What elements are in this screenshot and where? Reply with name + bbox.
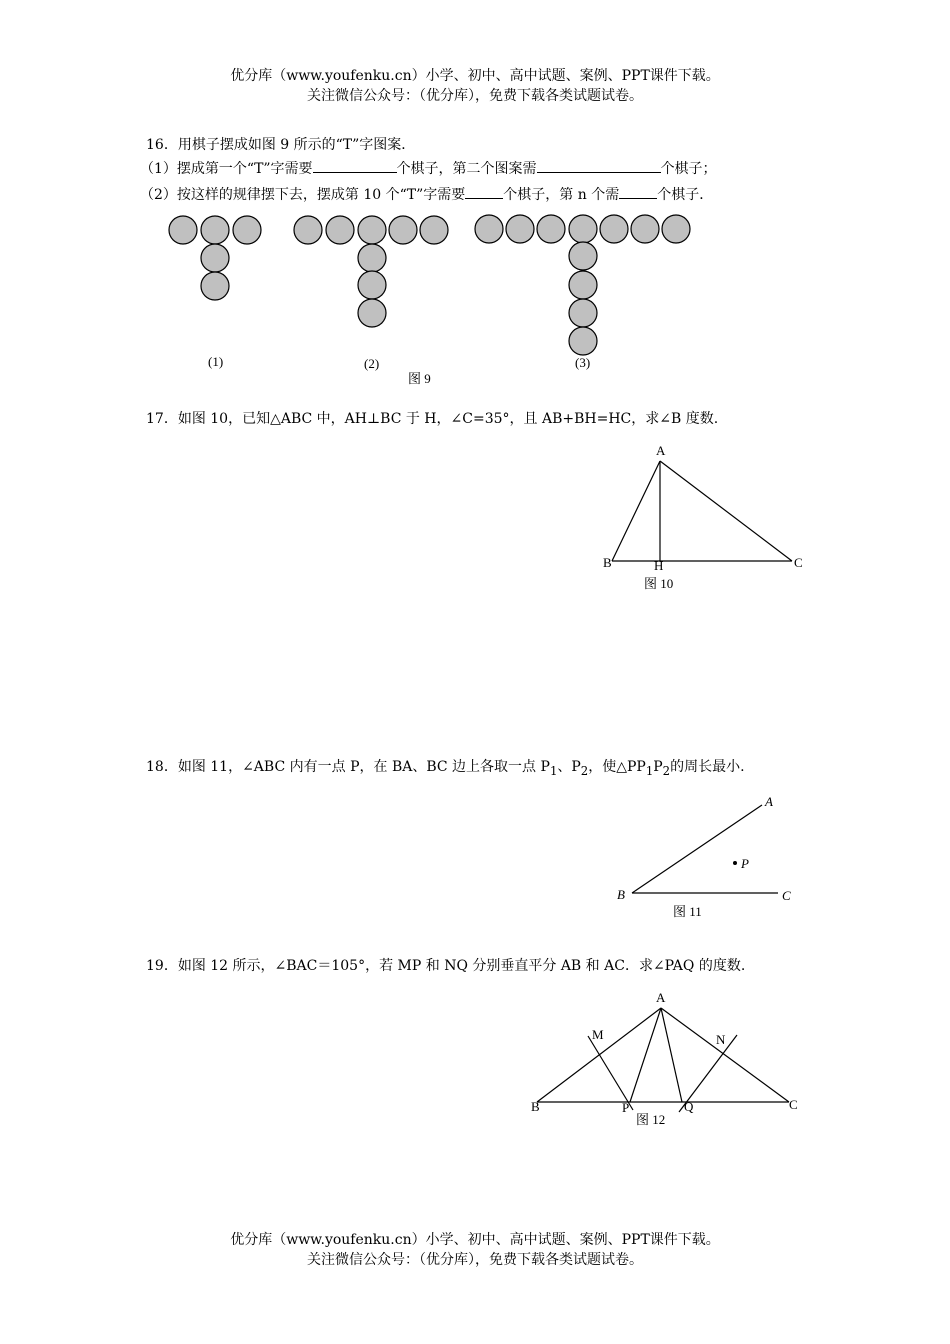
q16-part2-text-b: 个棋子，第 n 个需 — [503, 187, 620, 203]
q18-sub-4: 2 — [662, 763, 671, 778]
fig9-label-3: (3) — [575, 355, 591, 370]
q18-title-part-c: ，使△PP — [588, 759, 646, 775]
fig11-label-a: A — [765, 794, 773, 809]
fig9-caption: 图 9 — [408, 371, 431, 386]
fig10-label-c: C — [794, 555, 803, 570]
segment-ap — [630, 1008, 661, 1102]
fig10-label-b: B — [603, 555, 612, 570]
q18-sub-1: 1 — [549, 763, 558, 778]
fig12-label-p: P — [622, 1100, 630, 1115]
fig9-label-2: (2) — [364, 356, 380, 371]
fig12-label-n: N — [716, 1032, 726, 1047]
q17-title: 17．如图 10，已知△ABC 中，AH⊥BC 于 H，∠C=35°，且 AB+BH=HC，求∠B 度数. — [146, 411, 719, 427]
q16-part2-text-c: 个棋子． — [657, 187, 714, 203]
fig11-caption: 图 11 — [673, 904, 702, 919]
q16-part1-text-c: 个棋子； — [660, 161, 717, 177]
fig12-label-m: M — [592, 1027, 604, 1042]
footer-line-1: 优分库（www.youfenku.cn）小学、初中、高中试题、案例、PPT课件下载。 — [230, 1232, 720, 1248]
fig10-label-a: A — [656, 443, 666, 458]
footer-line-2: 关注微信公众号：（优分库），免费下载各类试题试卷。 — [307, 1252, 643, 1268]
fig12-caption: 图 12 — [636, 1112, 666, 1127]
q18-sub-2: 2 — [580, 763, 589, 778]
fig11-label-c: C — [782, 888, 791, 903]
fig12-label-a: A — [656, 990, 666, 1005]
q18-title-part-e: 的周长最小. — [670, 759, 745, 775]
q16-title: 16．用棋子摆成如图 9 所示的“T”字图案． — [146, 137, 416, 153]
fig11-label-p: P — [741, 856, 749, 871]
fig12-label-b: B — [531, 1099, 540, 1114]
header-line-1: 优分库（www.youfenku.cn）小学、初中、高中试题、案例、PPT课件下载。 — [230, 68, 720, 84]
segment-ac — [661, 1008, 789, 1102]
q18-title-part-d: P — [653, 759, 663, 775]
q18-title-part-a: 18．如图 11，∠ABC 内有一点 P，在 BA、BC 边上各取一点 P — [146, 759, 550, 775]
q16-part1-text-a: （1）摆成第一个“T”字需要 — [140, 161, 313, 177]
header-line-2: 关注微信公众号：（优分库），免费下载各类试题试卷。 — [307, 88, 643, 104]
fig9-label-1: (1) — [208, 354, 224, 369]
q18-title-part-b: 、P — [557, 759, 581, 775]
fig12-label-c: C — [789, 1097, 798, 1112]
q18-sub-3: 1 — [645, 763, 654, 778]
fig11-label-b: B — [617, 887, 625, 902]
segment-aq — [661, 1008, 682, 1102]
fig10-caption: 图 10 — [644, 576, 674, 591]
fig10-label-h: H — [654, 558, 664, 573]
fig12-label-q: Q — [684, 1099, 694, 1114]
q16-part1-text-b: 个棋子，第二个图案需 — [396, 161, 537, 177]
q19-title: 19．如图 12 所示，∠BAC＝105°，若 MP 和 NQ 分别垂直平分 AB 和 AC．求∠PAQ 的度数. — [146, 958, 746, 974]
bisector-mp — [588, 1036, 633, 1110]
q16-part2-text-a: （2）按这样的规律摆下去，摆成第 10 个“T”字需要 — [140, 187, 466, 203]
